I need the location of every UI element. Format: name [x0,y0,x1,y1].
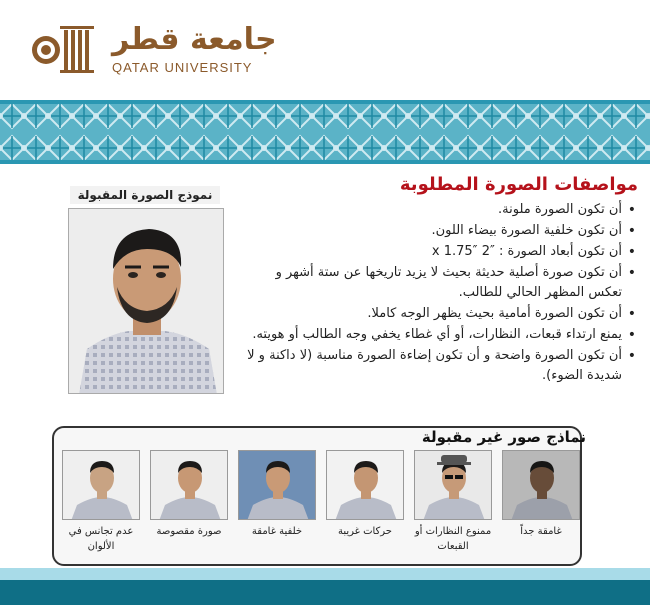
sample-photo-caption: نموذج الصورة المقبولة [70,186,220,204]
example-photo [62,450,140,520]
list-item: • أن تكون الصورة واضحة و أن تكون إضاءة الصورة مناسبة (لا داكنة و لا شديدة الضوء). [241,346,636,386]
example-photo [414,450,492,520]
unacceptable-example [62,450,140,554]
unacceptable-example [502,450,580,539]
unacceptable-example [150,450,228,539]
person-portrait-icon [69,209,224,394]
example-label: خلفية غامقة [251,526,303,537]
university-logo-icon [24,24,100,74]
example-label: غامقة جداً [520,526,562,537]
list-item: • أن تكون صورة أصلية حديثة بحيث لا يزيد تاريخها عن ستة أشهر و تعكس المظهر الحالي للطالب. [241,263,636,303]
person-portrait-icon [327,451,404,520]
example-photo [150,450,228,520]
example-photo [502,450,580,520]
example-label: ممنوع النظارات أو القبعات [414,526,492,552]
list-item: • أن تكون الصورة أمامية بحيث يظهر الوجه كاملا. [241,304,636,324]
footer-bar-dark [0,580,650,605]
list-item: • أن تكون أبعاد الصورة : ″2 x 1.75″ [241,242,636,262]
footer-bar-light [0,568,650,580]
logo-text-english: QATAR UNIVERSITY [112,60,253,75]
list-item: • أن تكون خلفية الصورة بيضاء اللون. [241,221,636,241]
requirements-title: مواصفات الصورة المطلوبة [399,174,638,195]
header [0,0,650,100]
person-portrait-icon [239,451,316,520]
list-item: • أن تكون الصورة ملونة. [241,200,636,220]
example-label: عدم تجانس في الألوان [68,526,134,552]
example-photo [238,450,316,520]
list-item: • يمنع ارتداء قبعات، النظارات، أو أي غطاء يخفي وجه الطالب أو هويته. [241,325,636,345]
example-label: صورة مقصوصة [156,526,222,537]
example-photo [326,450,404,520]
person-portrait-icon [503,451,580,520]
unacceptable-example [414,450,492,554]
example-label: حركات غريبة [337,526,392,537]
decorative-pattern-band [0,100,650,164]
person-portrait-icon [63,451,140,520]
person-portrait-icon [151,451,228,520]
logo-text-arabic: جامعة قطر [112,22,277,57]
sample-accepted-photo [68,208,224,394]
unacceptable-example [326,450,404,539]
person-portrait-icon [415,451,492,520]
requirements-list [241,200,636,387]
unacceptable-example [238,450,316,539]
unacceptable-examples-title: نماذج صور غير مقبولة [421,428,586,446]
